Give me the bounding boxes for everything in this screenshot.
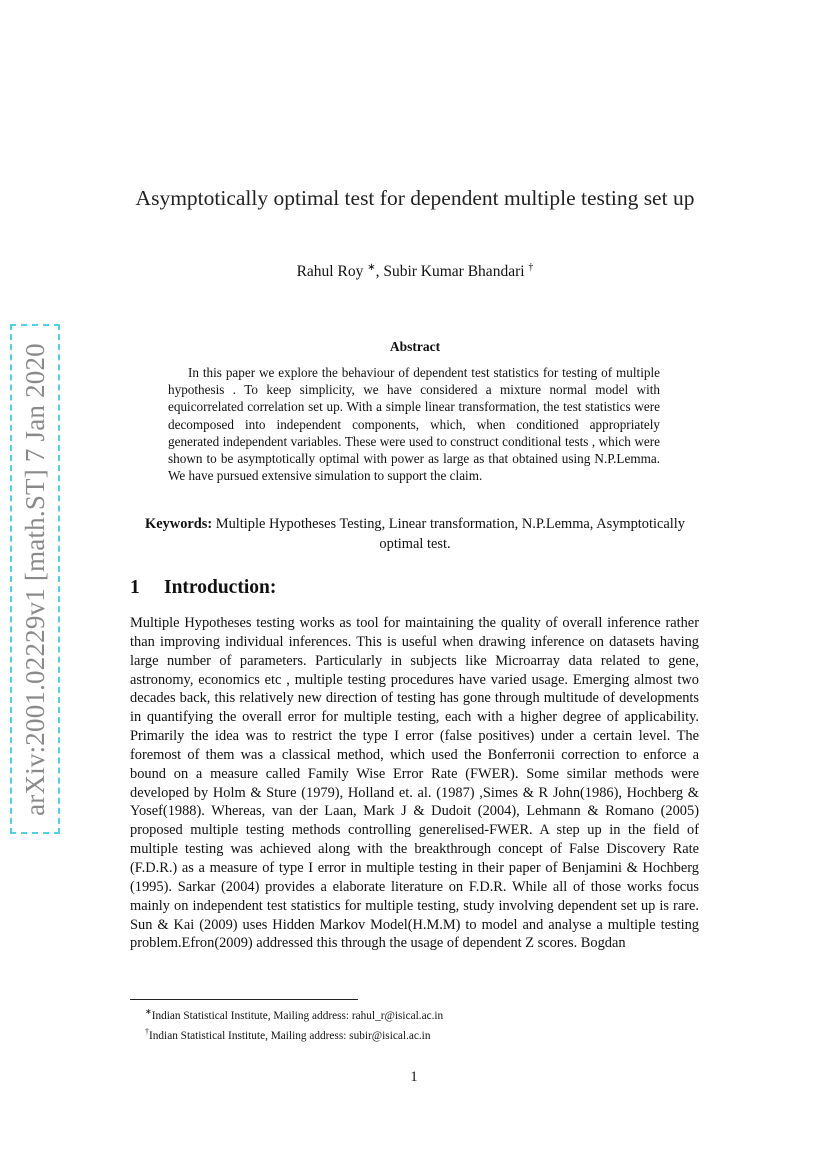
introduction-paragraph: Multiple Hypotheses testing works as tool for maintaining the quality of overall inference rather than improving individual inferences. This is useful when drawing inference on datasets having large number of parameters. Particularly in subjects like Microarray data related to gene, astronomy, economics etc , multiple testing procedures have varied usage. Emerging almost two decades back, this relatively new direction of testing has gone through multitude of developments in quantifying the overall error for multiple testing, each with a higher degree of applicability. Primarily the idea was to restrict the type I error (false positives) under a certain level. The foremost of them was a classical method, which used the Bonferronii correction to enforce a bound on a measure called Family Wise Error Rate (FWER). Some similar methods were developed by Holm & Sture (1979), Holland et. al. (1987) ,Simes & R John(1986), Hochberg & Yosef(1988). Whereas, van der Laan, Mark J & Dudoit (2004), Lehmann & Romano (2005) proposed multiple testing methods controlling generelised-FWER. A step up in the field of multiple testing was achieved along with the breakthrough concept of False Discovery Rate (F.D.R.) as a measure of type I error in multiple testing in their paper of Benjamini & Hochberg (1995). Sarkar (2004) provides a elaborate literature on F.D.R. While all of those works focus mainly on independent test statistics for multiple testing, study involving dependent set up is rare. Sun & Kai (2009) uses Hidden Markov Model(H.M.M) to model and analyse a multiple testing problem.Efron(2009) addressed this through the usage of dependent Z scores. Bogdan [130, 615, 699, 952]
section-title: Introduction: [164, 577, 277, 598]
author-first: Rahul Roy [296, 263, 364, 281]
footnote-mark: ∗ [145, 1007, 152, 1016]
footnote-mark: † [145, 1026, 149, 1036]
author-second: Subir Kumar Bhandari [383, 263, 525, 281]
keywords-label: Keywords: [145, 516, 213, 532]
author-second-footnote-mark: † [528, 262, 534, 273]
keywords [140, 515, 690, 554]
author-separator: , [375, 263, 384, 281]
page-number: 1 [410, 1069, 418, 1085]
footnote [145, 1004, 705, 1024]
arxiv-identifier: arXiv:2001.02229v1 [math.ST] 7 Jan 2020 [19, 342, 50, 816]
footnotes [145, 1004, 705, 1044]
footnote [145, 1024, 705, 1044]
abstract-heading: Abstract [389, 339, 441, 354]
section-heading [130, 577, 630, 599]
arxiv-stamp [10, 324, 60, 834]
footnote-rule [130, 999, 358, 1000]
paper-title: Asymptotically optimal test for dependent multiple testing set up [135, 186, 695, 210]
author-line [120, 262, 710, 281]
keywords-text: Multiple Hypotheses Testing, Linear transformation, N.P.Lemma, Asymptotically optimal test. [215, 516, 685, 552]
section-number: 1 [130, 577, 140, 598]
footnote-text: Indian Statistical Institute, Mailing address: subir@isical.ac.in [149, 1029, 431, 1042]
author-first-footnote-mark: ∗ [367, 262, 376, 273]
abstract-body: In this paper we explore the behaviour of dependent test statistics for testing of multiple hypothesis . To keep simplicity, we have considered a mixture normal model with equicorrelated correlation set up. With a simple linear transformation, the test statistics were decomposed into independent components, which, when conditioned appropriately generated independent variables. These were used to construct conditional tests , which were shown to be asymptotically optimal with power as large as that obtained using N.P.Lemma. We have pursued extensive simulation to support the claim. [168, 365, 660, 484]
footnote-text: Indian Statistical Institute, Mailing address: rahul_r@isical.ac.in [151, 1009, 444, 1022]
